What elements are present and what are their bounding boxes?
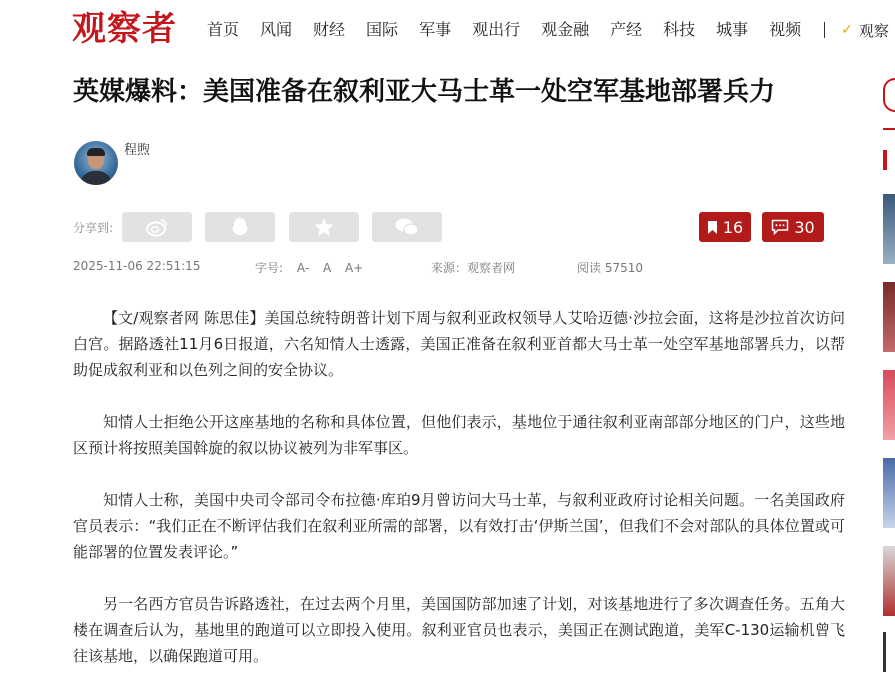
publish-date: 2025-11-06 22:51:15	[73, 259, 201, 273]
comment-count: 30	[794, 217, 815, 237]
font-size-label: 字号:	[255, 261, 284, 275]
bookmark-button[interactable]	[699, 212, 751, 242]
qq-icon	[230, 216, 250, 238]
nav-item-home[interactable]: 首页	[207, 20, 240, 39]
bookmark-icon	[707, 220, 718, 235]
article-paragraph: 另一名西方官员告诉路透社，在过去两个月里，美国国防部加速了计划，对该基地进行了多次调查任务。五角大楼在调查后认为，基地里的跑道可以立即投入使用。叙利亚官员也表示，美国正在测试跑道，美军C-130运输机曾飞往该基地，以确保跑道可用。	[73, 595, 845, 665]
nav-item-fintech[interactable]: 观金融	[541, 20, 590, 39]
share-qzone-button[interactable]	[289, 212, 359, 242]
qzone-star-icon	[313, 216, 335, 238]
nav-brand-label: 观察	[858, 21, 889, 40]
nav-brand-dropdown[interactable]	[841, 20, 889, 41]
right-sidebar-edge	[883, 0, 895, 683]
share-label: 分享到:	[73, 221, 114, 235]
nav-item-military[interactable]: 军事	[419, 20, 452, 39]
main-nav	[207, 19, 889, 41]
font-size-normal[interactable]: A	[322, 261, 332, 275]
weibo-icon	[145, 217, 169, 237]
article-source: 来源：观察者网	[431, 261, 516, 275]
nav-item-finance[interactable]: 财经	[313, 20, 346, 39]
font-size-controls	[255, 259, 363, 276]
nav-item-travel[interactable]: 观出行	[472, 20, 521, 39]
read-count: 阅读 57510	[577, 261, 643, 275]
nav-item-tech[interactable]: 科技	[663, 20, 696, 39]
wechat-icon	[394, 216, 420, 238]
article-title: 英媒爆料：美国准备在叙利亚大马士革一处空军基地部署兵力	[73, 77, 776, 107]
comment-icon	[771, 219, 789, 235]
article-paragraph: 知情人士拒绝公开这座基地的名称和具体位置，但他们表示，基地位于通往叙利亚南部部分地区的门户，这些地区预计将按照美国斡旋的叙以协议被列为非军事区。	[73, 413, 845, 457]
chevron-down-icon: ✓	[841, 22, 853, 38]
share-wechat-button[interactable]	[372, 212, 442, 242]
nav-item-industry[interactable]: 产经	[610, 20, 643, 39]
nav-item-fengwen[interactable]: 风闻	[260, 20, 293, 39]
nav-divider	[824, 22, 825, 38]
site-logo[interactable]: 观察者	[72, 9, 177, 49]
bookmark-count: 16	[722, 217, 744, 237]
article-body	[73, 305, 845, 695]
author-avatar[interactable]	[74, 141, 118, 185]
nav-item-video[interactable]: 视频	[769, 20, 802, 39]
font-size-decrease[interactable]: A-	[296, 261, 310, 275]
font-size-increase[interactable]: A+	[345, 261, 364, 275]
share-weibo-button[interactable]	[122, 212, 192, 242]
share-qq-button[interactable]	[205, 212, 275, 242]
nav-item-international[interactable]: 国际	[366, 20, 399, 39]
article-paragraph: 【文/观察者网 陈思佳】美国总统特朗普计划下周与叙利亚政权领导人艾哈迈德·沙拉会面，这将是沙拉首次访问白宫。据路透社11月6日报道，六名知情人士透露，美国正准备在叙利亚首都大马士革一处空军基地部署兵力，以帮助促成叙利亚和以色列之间的安全协议。	[73, 309, 845, 379]
comment-button[interactable]	[762, 212, 824, 242]
nav-item-city[interactable]: 城事	[716, 20, 749, 39]
article-paragraph: 知情人士称，美国中央司令部司令布拉德·库珀9月曾访问大马士革，与叙利亚政府讨论相关问题。一名美国政府官员表示：“我们正在不断评估我们在叙利亚所需的部署，以有效打击‘伊斯兰国’，但我们不会对部队的具体位置或可能部署的位置发表评论。”	[73, 491, 845, 561]
author-name[interactable]: 程煦	[124, 143, 151, 158]
